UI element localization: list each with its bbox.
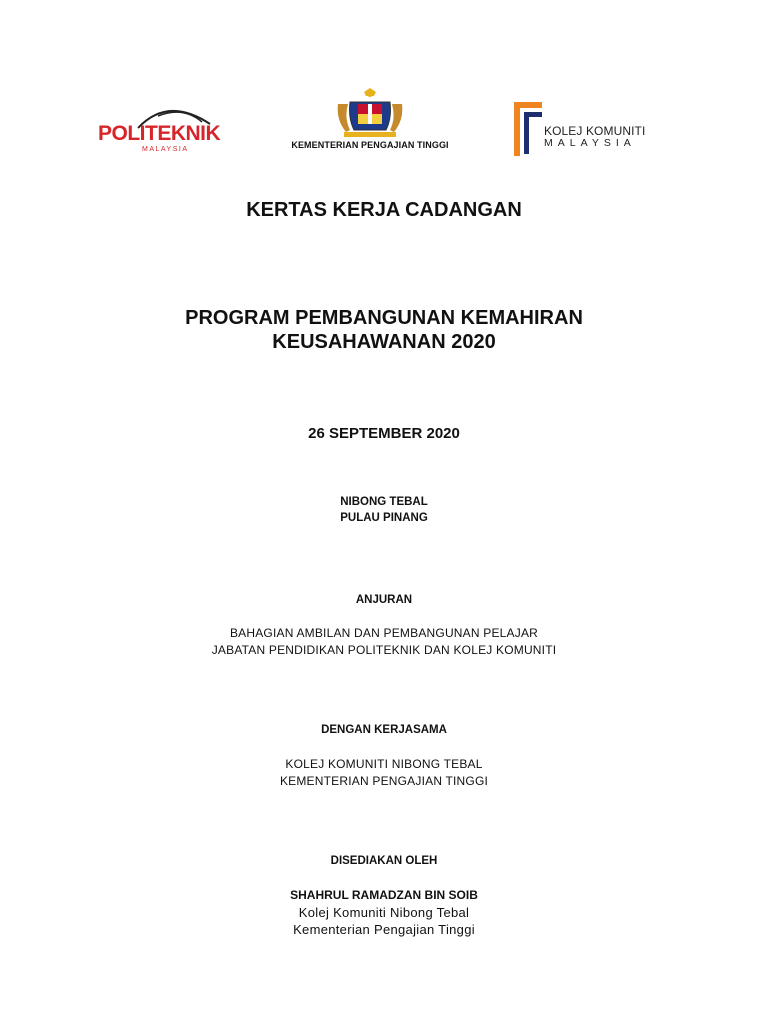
- kolej-komuniti-mark-icon: [512, 100, 542, 158]
- preparer-org-line: Kolej Komuniti Nibong Tebal: [298, 905, 470, 920]
- politeknik-word: POLITEKNIK: [98, 122, 221, 145]
- collaborators: [0, 756, 768, 790]
- collab-line: KOLEJ KOMUNITI NIBONG TEBAL: [285, 757, 483, 771]
- collab-line: KEMENTERIAN PENGAJIAN TINGGI: [279, 774, 489, 788]
- kementerian-label: KEMENTERIAN PENGAJIAN TINGGI: [291, 140, 449, 150]
- organizer-line: JABATAN PENDIDIKAN POLITEKNIK DAN KOLEJ KOMUNITI: [211, 643, 557, 657]
- event-date: 26 SEPTEMBER 2020: [308, 425, 460, 442]
- venue: [0, 494, 768, 526]
- politeknik-sub: MALAYSIA: [142, 146, 189, 153]
- preparer-org-line: Kementerian Pengajian Tinggi: [293, 922, 475, 937]
- kolej-komuniti-sub: MALAYSIA: [544, 137, 636, 149]
- organizer: [0, 625, 768, 659]
- venue-line: PULAU PINANG: [340, 512, 428, 524]
- preparer-organization: [0, 904, 768, 938]
- kolej-komuniti-name: KOLEJ KOMUNITI: [544, 124, 646, 138]
- kolej-komuniti-logo: [512, 100, 646, 158]
- kementerian-logo: [278, 88, 462, 158]
- politeknik-logo: [98, 102, 232, 160]
- collab-heading: DENGAN KERJASAMA: [321, 724, 447, 736]
- program-title: [0, 306, 768, 354]
- coat-of-arms-icon: [278, 88, 462, 138]
- venue-line: NIBONG TEBAL: [340, 496, 428, 508]
- prepared-heading: DISEDIAKAN OLEH: [330, 855, 438, 867]
- organizer-heading: ANJURAN: [355, 594, 413, 606]
- program-title-line: PROGRAM PEMBANGUNAN KEMAHIRAN: [185, 307, 583, 329]
- organizer-line: BAHAGIAN AMBILAN DAN PEMBANGUNAN PELAJAR: [229, 626, 539, 640]
- program-title-line: KEUSAHAWANAN 2020: [272, 331, 496, 353]
- document-title: KERTAS KERJA CADANGAN: [246, 199, 522, 221]
- preparer-name: SHAHRUL RAMADZAN BIN SOIB: [290, 888, 478, 902]
